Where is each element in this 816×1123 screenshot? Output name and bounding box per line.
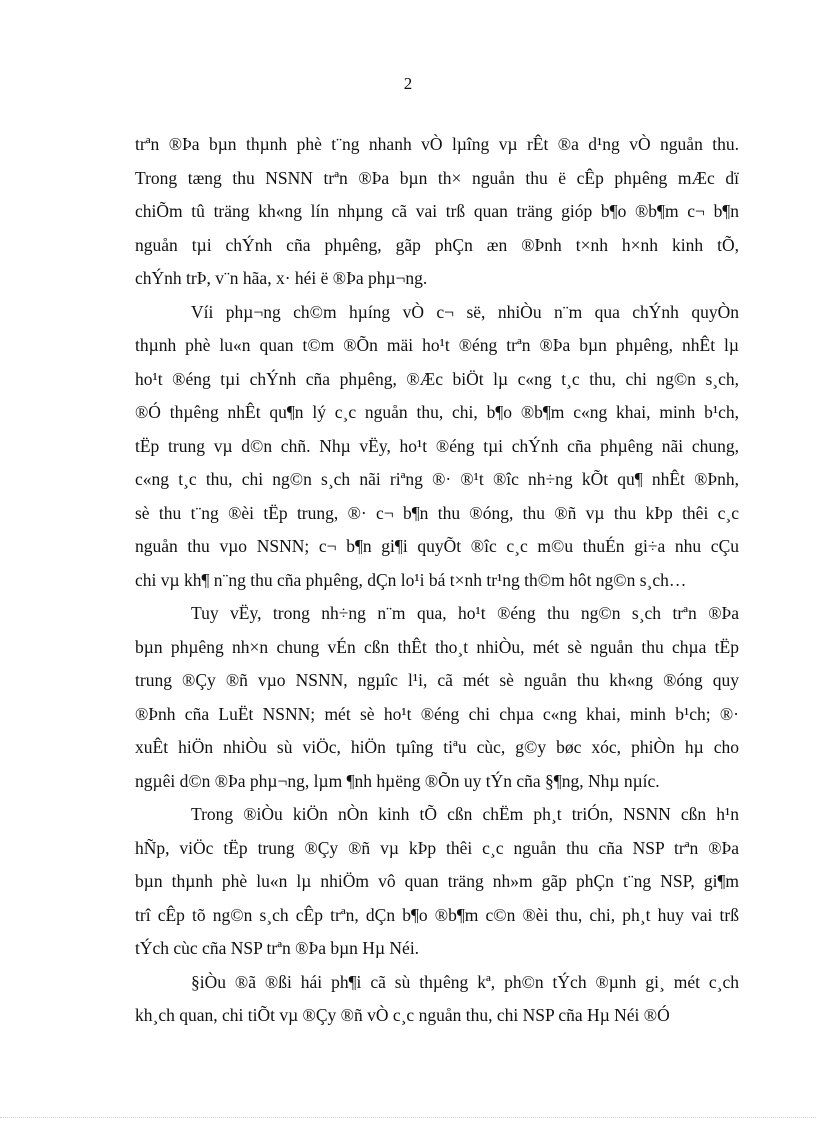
text-line: Tuy vËy, trong nh÷ng n¨m qua, ho¹t ®éng thu ng©n s¸ch trªn ®Þa bbox=[191, 603, 739, 623]
paragraph bbox=[135, 128, 739, 296]
paragraph bbox=[135, 597, 739, 798]
page-number: 2 bbox=[403, 74, 413, 93]
text-line: trî cÊp tõ ng©n s¸ch cÊp trªn, dÇn b¶o ®b¶m c©n ®èi thu, chi, ph¸t huy vai trß bbox=[135, 904, 739, 925]
text-line: bµn thµnh phè lu«n lµ nhiÖm vô quan träng nh»m gãp phÇn t¨ng NSP, gi¶m bbox=[135, 871, 739, 891]
text-line: Trong tæng thu NSNN trªn ®Þa bµn th× nguån thu ë cÊp phµêng mÆc dï bbox=[135, 167, 739, 188]
text-line: chiÕm tû träng kh«ng lín nhµng cã vai trß quan träng gióp b¶o ®b¶m c¬ b¶n bbox=[135, 201, 739, 221]
paragraph bbox=[135, 296, 739, 598]
text-line: thµnh phè lu«n quan t©m ®Õn mäi ho¹t ®éng trªn ®Þa bµn phµêng, nhÊt lµ bbox=[135, 335, 739, 355]
text-line: chÝnh trÞ, v¨n hãa, x· héi ë ®Þa phµ¬ng. bbox=[135, 268, 428, 288]
text-line: Trong ®iÒu kiÖn nÒn kinh tÕ cßn chËm ph¸t triÓn, NSNN cßn h¹n bbox=[191, 804, 739, 824]
text-line: kh¸ch quan, chi tiÕt vµ ®Çy ®ñ vÒ c¸c nguån thu, chi NSP cña Hµ Néi ®Ó bbox=[135, 1005, 670, 1025]
text-line: sè thu t¨ng ®èi tËp trung, ®· c¬ b¶n thu ®óng, thu ®ñ vµ thu kÞp thêi c¸c bbox=[135, 502, 739, 523]
page-bottom-border bbox=[0, 1117, 816, 1118]
paragraph bbox=[135, 966, 739, 1033]
text-line: trung ®Çy ®ñ vµo NSNN, ngµîc l¹i, cã mét sè nguån thu kh«ng ®óng quy bbox=[135, 670, 739, 690]
text-line: c«ng t¸c thu, chi ng©n s¸ch nãi riªng ®· ®¹t ®îc nh÷ng kÕt qu¶ nhÊt ®Þnh, bbox=[135, 469, 739, 489]
text-line: ho¹t ®éng tµi chÝnh cña phµêng, ®Æc biÖt lµ c«ng t¸c thu, chi ng©n s¸ch, bbox=[135, 368, 739, 389]
text-line: chi vµ kh¶ n¨ng thu cña phµêng, dÇn lo¹i bá t×nh tr¹ng th©m hôt ng©n s¸ch… bbox=[135, 569, 687, 590]
text-line: tÝch cùc cña NSP trªn ®Þa bµn Hµ Néi. bbox=[135, 938, 420, 958]
paragraph bbox=[135, 798, 739, 966]
text-line: ®Þnh cña LuËt NSNN; mét sè ho¹t ®éng chi chµa c«ng khai, minh b¹ch; ®· bbox=[135, 703, 739, 724]
text-line: ®Ó thµêng nhÊt qu¶n lý c¸c nguån thu, chi, b¶o ®b¶m c«ng khai, minh b¹ch, bbox=[135, 402, 739, 422]
text-line: nguån thu vµo NSNN; c¬ b¶n gi¶i quyÕt ®îc c¸c m©u thuÉn gi÷a nhu cÇu bbox=[135, 536, 739, 556]
text-line: tËp trung vµ d©n chñ. Nhµ vËy, ho¹t ®éng tµi chÝnh cña phµêng nãi chung, bbox=[135, 435, 739, 456]
text-line: hÑp, viÖc tËp trung ®Çy ®ñ vµ kÞp thêi c¸c nguån thu cña NSP trªn ®Þa bbox=[135, 837, 739, 858]
text-line: nguån tµi chÝnh cña phµêng, gãp phÇn æn ®Þnh t×nh h×nh kinh tÕ, bbox=[135, 234, 739, 255]
text-line: xuÊt hiÖn nhiÒu sù viÖc, hiÖn tµîng tiªu cùc, g©y bøc xóc, phiÒn hµ cho bbox=[135, 737, 739, 757]
text-line: bµn phµêng nh×n chung vÉn cßn thÊt tho¸t nhiÒu, mét sè nguån thu chµa tËp bbox=[135, 636, 739, 657]
text-line: Víi phµ¬ng ch©m hµíng vÒ c¬ së, nhiÒu n¨m qua chÝnh quyÒn bbox=[191, 301, 739, 322]
text-line: ngµêi d©n ®Þa phµ¬ng, lµm ¶nh hµëng ®Õn uy tÝn cña §¶ng, Nhµ nµíc. bbox=[135, 770, 660, 791]
text-line: trªn ®Þa bµn thµnh phè t¨ng nhanh vÒ lµîng vµ rÊt ®a d¹ng vÒ nguån thu. bbox=[135, 134, 739, 154]
text-line: §iÒu ®ã ®ßi hái ph¶i cã sù thµêng kª, ph©n tÝch ®µnh gi¸ mét c¸ch bbox=[191, 971, 739, 992]
body-text bbox=[135, 128, 739, 1033]
